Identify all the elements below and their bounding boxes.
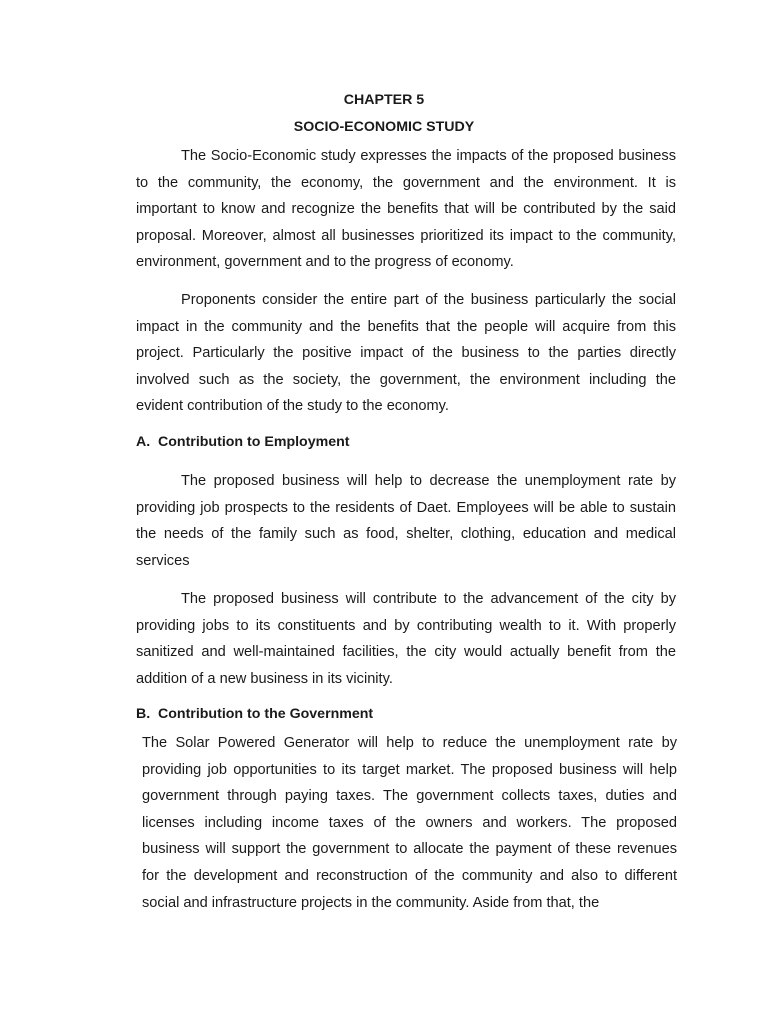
intro-paragraph-2: Proponents consider the entire part of the business particularly the social impact in the community and the benefits that the people will acquire from this project. Particularly the positive impact of the business to the parties directly involved such as the society, the government, the environment including the evident contribution of the study to the economy. <box>136 292 676 415</box>
employment-paragraph-1: The proposed business will help to decrease the unemployment rate by providing job prospects to the residents of Daet. Employees will be able to sustain the needs of the family such as food, shelter, clothing, education and medical services <box>136 473 676 569</box>
chapter-title: SOCIO-ECONOMIC STUDY <box>293 119 475 135</box>
employment-paragraph-2: The proposed business will contribute to the advancement of the city by providing jobs to its constituents and by contributing wealth to it. With properly sanitized and well-maintained facilities, the city would actually benefit from the addition of a new business in its vicinity. <box>136 591 676 687</box>
section-heading-government <box>136 706 373 722</box>
section-letter: A. <box>136 434 151 450</box>
section-heading-text: Contribution to the Government <box>158 706 374 722</box>
government-paragraph-1: The Solar Powered Generator will help to reduce the unemployment rate by providing job opportunities to its target market. The proposed business will help government through paying taxes. The government collects taxes, duties and licenses including income taxes of the owners and workers. The proposed business will support the government to allocate the payment of these revenues for the development and reconstruction of the community and also to different social and infrastructure projects in the community. Aside from that, the <box>142 735 677 911</box>
chapter-label: CHAPTER 5 <box>343 92 425 108</box>
section-letter: B. <box>136 706 151 722</box>
intro-paragraph-1: The Socio-Economic study expresses the impacts of the proposed business to the community, the economy, the government and the environment. It is important to know and recognize the benefits that will be contributed by the said proposal. Moreover, almost all businesses prioritized its impact to the community, environment, government and to the progress of economy. <box>136 148 676 271</box>
section-heading-employment <box>136 434 350 450</box>
section-heading-text: Contribution to Employment <box>158 434 350 450</box>
